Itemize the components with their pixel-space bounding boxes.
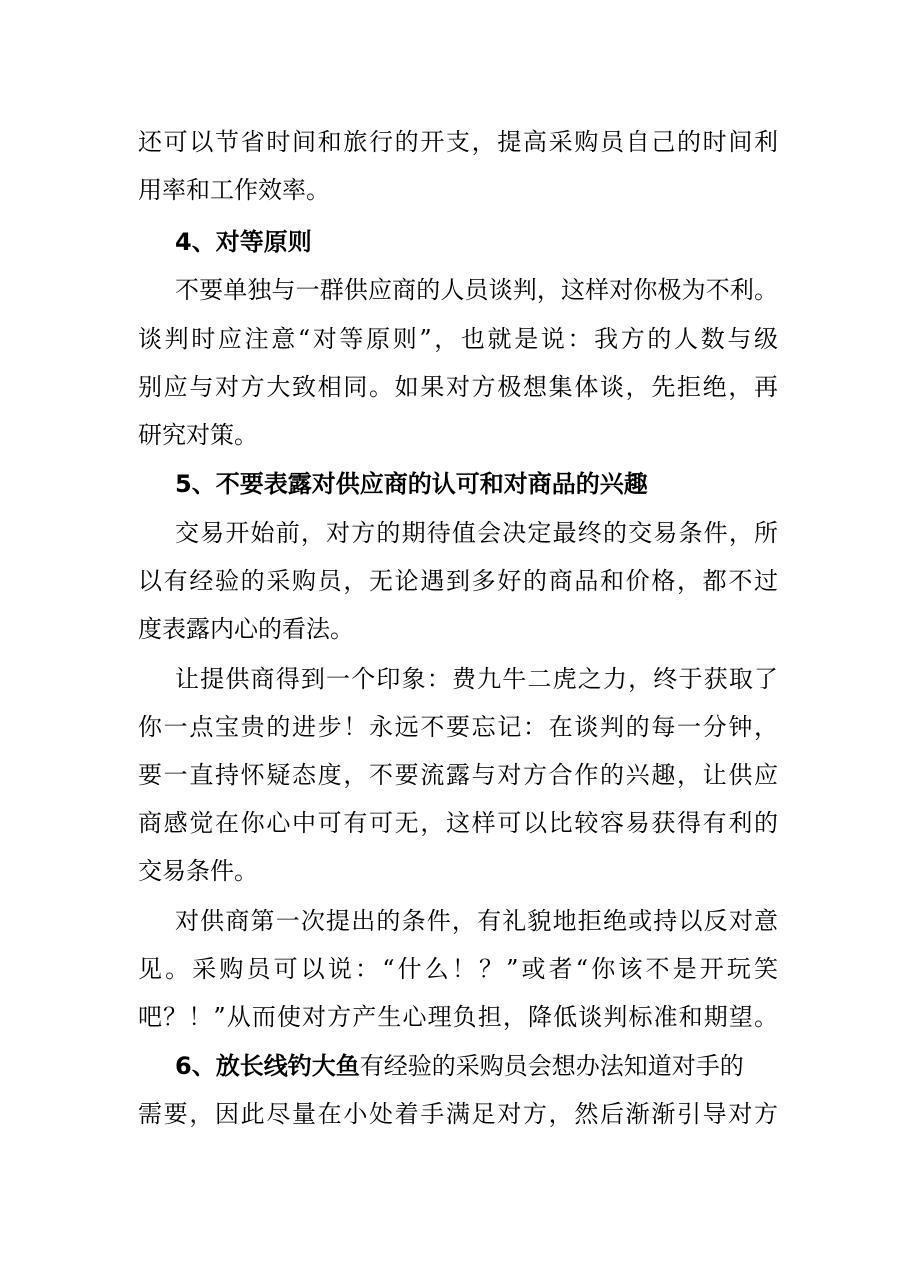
paragraph-line: 交易条件。 bbox=[138, 857, 258, 885]
paragraph-line: 不要单独与一群供应商的人员谈判，这样对你极为不利。 bbox=[175, 276, 778, 304]
paragraph-line: 需要，因此尽量在小处着手满足对方，然后渐渐引导对方 bbox=[138, 1100, 778, 1128]
paragraph-line: 别应与对方大致相同。如果对方极想集体谈，先拒绝，再 bbox=[138, 373, 778, 401]
paragraph-run: 有经验的采购员会想办法知道对手的 bbox=[359, 1052, 744, 1080]
paragraph-line: 度表露内心的看法。 bbox=[138, 615, 354, 643]
paragraph-line: 见。采购员可以说：“什么！？”或者“你该不是开玩笑 bbox=[138, 955, 778, 983]
paragraph-line: 对供商第一次提出的条件，有礼貌地拒绝或持以反对意 bbox=[175, 907, 778, 935]
paragraph-line: 吧？！”从而使对方产生心理负担，降低谈判标准和期望。 bbox=[138, 1003, 778, 1031]
paragraph-line: 还可以节省时间和旅行的开支，提高采购员自己的时间利 bbox=[138, 128, 778, 156]
paragraph-line: 交易开始前，对方的期待值会决定最终的交易条件，所 bbox=[175, 519, 778, 547]
paragraph-line: 要一直持怀疑态度，不要流露与对方合作的兴趣，让供应 bbox=[138, 761, 778, 789]
paragraph-line: 谈判时应注意“对等原则”，也就是说：我方的人数与级 bbox=[138, 325, 778, 353]
paragraph-line: 研究对策。 bbox=[138, 421, 258, 449]
paragraph-line: 让提供商得到一个印象：费九牛二虎之力，终于获取了 bbox=[175, 665, 778, 693]
section-heading-6: 6、放长线钓大鱼 bbox=[175, 1052, 360, 1080]
section-heading-6-line bbox=[175, 1051, 778, 1081]
paragraph-line: 你一点宝贵的进步！永远不要忘记：在谈判的每一分钟， bbox=[138, 713, 778, 741]
section-heading-5: 5、不要表露对供应商的认可和对商品的兴趣 bbox=[175, 470, 648, 498]
section-heading-4: 4、对等原则 bbox=[175, 228, 312, 256]
paragraph-line: 用率和工作效率。 bbox=[138, 176, 330, 204]
paragraph-line: 以有经验的采购员，无论遇到多好的商品和价格，都不过 bbox=[138, 567, 778, 595]
paragraph-line: 商感觉在你心中可有可无，这样可以比较容易获得有利的 bbox=[138, 809, 778, 837]
